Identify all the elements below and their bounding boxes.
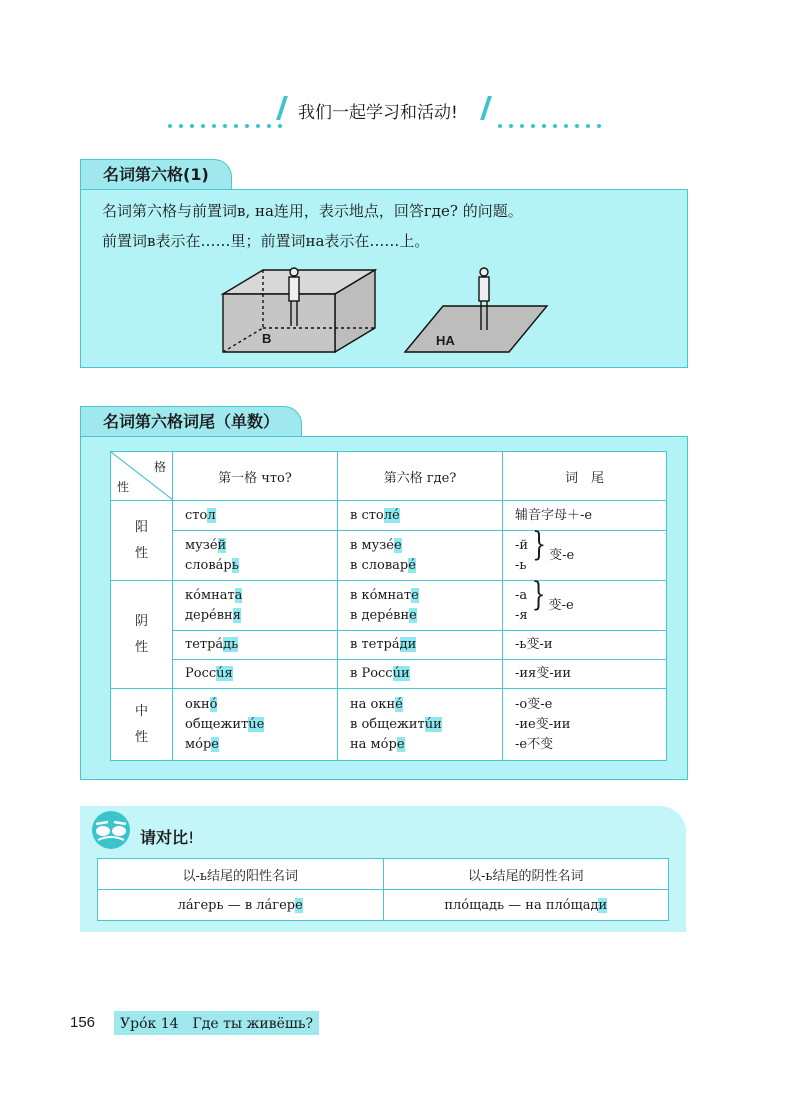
- compare-eyes-icon: [90, 810, 132, 850]
- diagonal-header-cell: [111, 452, 173, 501]
- table-row: [111, 631, 667, 660]
- table-row: [111, 531, 667, 581]
- header-prepositional: 第六格 где?: [338, 452, 503, 501]
- label-in: В: [262, 331, 272, 346]
- nom-cell: Россúя: [173, 660, 338, 689]
- table-row: [111, 660, 667, 689]
- compare-table: [97, 858, 669, 921]
- endings-table: [110, 451, 667, 761]
- prep-cell: в столé: [338, 501, 503, 531]
- ending-cell: -й -ь } 变-е: [503, 531, 667, 581]
- page-number: 156: [70, 1014, 96, 1031]
- gender-neuter: 中性: [111, 689, 173, 761]
- ending-cell: -о变-е -ие变-ии -е不变: [503, 689, 667, 761]
- header-dots-right: [498, 113, 608, 123]
- ending-cell: -а -я } 变-е: [503, 581, 667, 631]
- ending-cell: -ь变-и: [503, 631, 667, 660]
- header-slash-right: [480, 96, 492, 120]
- nom-cell: кóмната дерéвня: [173, 581, 338, 631]
- header-case: 格: [153, 460, 166, 474]
- compare-title: 请对比!: [140, 828, 195, 847]
- table-row: [111, 689, 667, 761]
- brace-icon: }: [532, 526, 547, 564]
- prep-cell: в тетрáди: [338, 631, 503, 660]
- brace-icon: }: [531, 576, 546, 614]
- label-on: НА: [436, 333, 455, 348]
- rule-line-2: 前置词в表示在……里；前置词на表示在……上。: [102, 232, 430, 250]
- section1-tab: 名词第六格(1): [80, 159, 232, 190]
- table-row: [111, 581, 667, 631]
- compare-example-left: лáгерь — в лáгере: [98, 890, 384, 921]
- nom-cell: тетрáдь: [173, 631, 338, 660]
- rule-line-1: 名词第六格与前置词в, на连用，表示地点，回答где? 的问题。: [102, 202, 523, 220]
- compare-example-right: плóщадь — на плóщади: [383, 890, 669, 921]
- table-row: [98, 890, 669, 921]
- prep-cell: в кóмнате в дерéвне: [338, 581, 503, 631]
- prep-cell: на окнé в общежитúи на мóре: [338, 689, 503, 761]
- header-nominative: 第一格 что?: [173, 452, 338, 501]
- header-gender: 性: [117, 480, 130, 494]
- box-illustration: [223, 268, 375, 352]
- section2-tab: 名词第六格词尾（单数）: [80, 406, 302, 437]
- prep-cell: в музéе в словарé: [338, 531, 503, 581]
- page-header-title: 我们一起学习和活动!: [298, 103, 458, 123]
- ending-cell: -ия变-ии: [503, 660, 667, 689]
- gender-masculine: 阳性: [111, 501, 173, 581]
- nom-cell: окнó общежитúе мóре: [173, 689, 338, 761]
- lesson-badge: Урóк 14 Где ты живёшь?: [114, 1011, 319, 1035]
- ending-cell: 辅音字母＋-е: [503, 501, 667, 531]
- nom-cell: музéй словáрь: [173, 531, 338, 581]
- gender-feminine: 阴性: [111, 581, 173, 689]
- table-row: [111, 501, 667, 531]
- table-row: [98, 859, 669, 890]
- compare-head-right: 以-ь结尾的阴性名词: [383, 859, 669, 890]
- plane-illustration: [405, 268, 547, 352]
- header-dots-left: [168, 113, 289, 123]
- nom-cell: стол: [173, 501, 338, 531]
- prep-cell: в Россúи: [338, 660, 503, 689]
- compare-head-left: 以-ь结尾的阳性名词: [98, 859, 384, 890]
- header-ending: 词 尾: [503, 452, 667, 501]
